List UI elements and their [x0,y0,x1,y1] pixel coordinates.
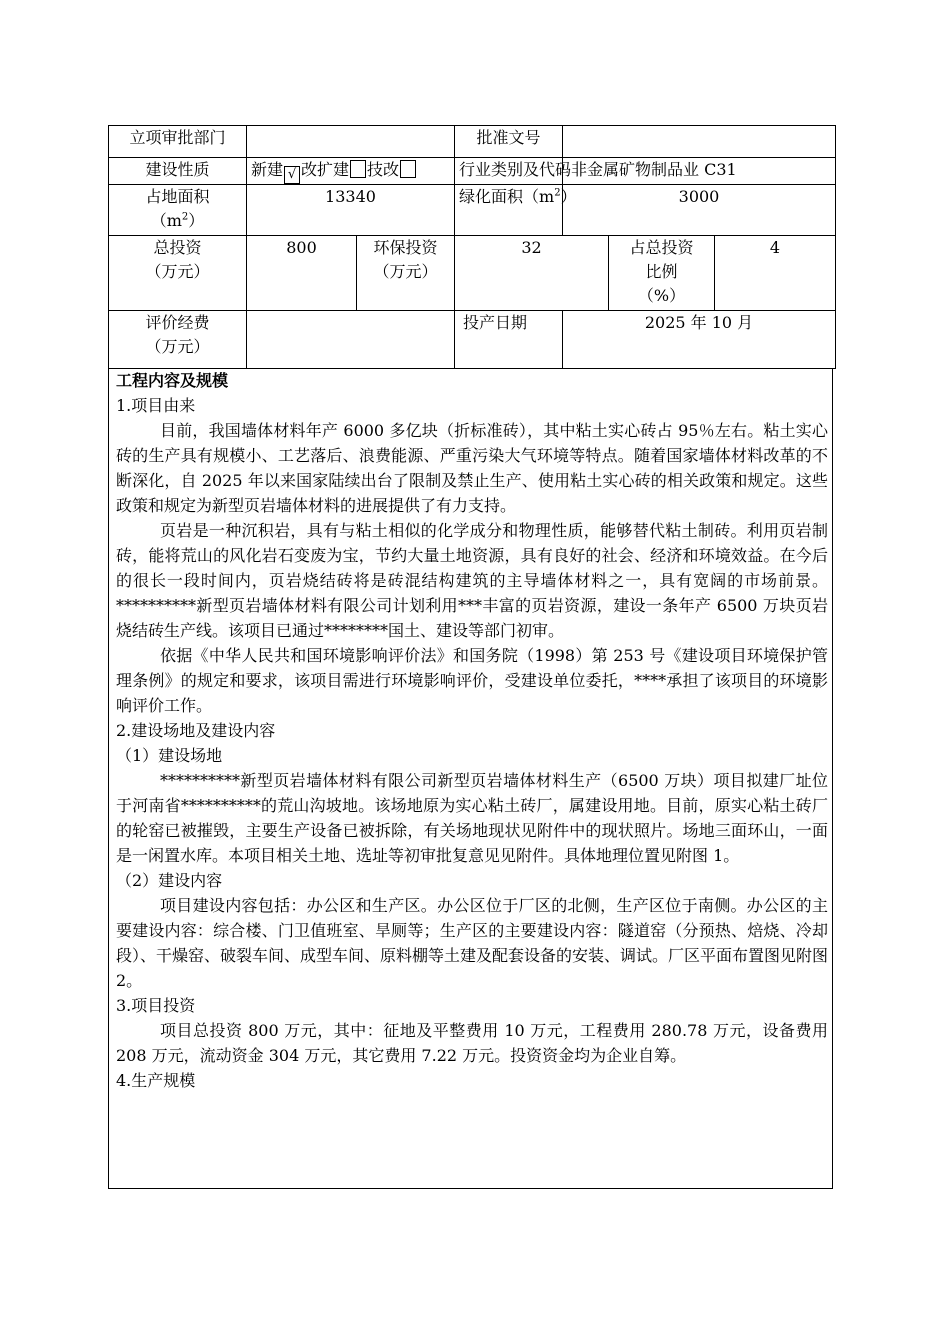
project-info-table [108,125,836,369]
total-investment-label [109,236,247,311]
env-investment-label-line2: （万元） [373,262,438,281]
industry-value: 非金属矿物制品业 C31 [563,158,836,185]
section-2-paragraph-1: **********新型页岩墙体材料有限公司新型页岩墙体材料生产（6500 万块）项目拟建厂址位于河南省**********的荒山沟坡地。该场地原为实心粘土砖厂，属建设用地。目前，原实心粘土砖厂的轮窑已被摧毁，主要生产设备已被拆除，有关场地现状见附件中的现状照片。场地三面环山，一面是一闲置水库。本项目相关土地、选址等初审批复意见见附件。具体地理位置见附图 1。 [116,771,828,865]
land-area-value: 13340 [247,185,455,236]
investment-ratio-label-line2: 比例 [645,262,678,281]
nature-tech-checkbox [400,160,416,178]
section-2-subtitle-2: （2）建设内容 [116,871,223,890]
table-row [109,126,836,158]
green-area-value: 3000 [563,185,836,236]
table-row [109,185,836,236]
industry-label: 行业类别及代码 [455,158,563,185]
table-row [109,236,836,311]
nature-tech-text: 技改 [367,160,400,179]
total-investment-value: 800 [247,236,357,311]
project-content-section [108,368,833,1189]
approval-no-value [563,126,836,158]
approval-no-label: 批准文号 [455,126,563,158]
eval-cost-label-line2: （万元） [145,337,210,356]
construction-nature-value [247,158,455,185]
nature-new-text: 新建 [251,160,284,179]
section-1-paragraph-2: 页岩是一种沉积岩，具有与粘土相似的化学成分和物理性质，能够替代粘土制砖。利用页岩制砖，能将荒山的风化岩石变废为宝，节约大量土地资源，具有良好的社会、经济和环境效益。在今后的很长一段时间内，页岩烧结砖将是砖混结构建筑的主导墙体材料之一，具有宽阔的市场前景。**********新型页岩墙体材料有限公司计划利用***丰富的页岩资源，建设一条年产 6500 万块页岩烧结砖生产线。该项目已通过********国土、建设等部门初审。 [116,521,828,640]
env-investment-label-line1: 环保投资 [373,238,438,257]
section-4-title: 4.生产规模 [116,1071,196,1090]
eval-cost-value [247,311,455,369]
eval-cost-label-line1: 评价经费 [145,313,210,332]
investment-ratio-label [609,236,715,311]
total-investment-label-line1: 总投资 [153,238,202,257]
table-row [109,158,836,185]
nature-expand-checkbox [350,160,366,178]
green-area-label: 绿化面积$(m^2)$ [455,185,563,236]
investment-ratio-label-line3: （%） [637,286,686,305]
investment-ratio-label-line1: 占总投资 [629,238,694,257]
section-3-title: 3.项目投资 [116,996,196,1015]
eval-cost-label [109,311,247,369]
land-area-label [109,185,247,236]
section-2-title: 2.建设场地及建设内容 [116,721,276,740]
production-date-label: 投产日期 [455,311,563,369]
land-area-label-line1: 占地面积 [145,187,210,206]
land-area-label-line2: $(m^2)$ [150,211,205,230]
approval-dept-label: 立项审批部门 [109,126,247,158]
section-3-paragraph-1: 项目总投资 800 万元，其中：征地及平整费用 10 万元，工程费用 280.78 万元，设备费用 208 万元，流动资金 304 万元，其它费用 7.22 万元。投资资金均为企业自筹。 [116,1021,828,1065]
section-1-title: 1.项目由来 [116,396,196,415]
approval-dept-value [247,126,455,158]
section-1-paragraph-1: 目前，我国墙体材料年产 6000 多亿块（折标准砖），其中粘土实心砖占 95％左右。粘土实心砖的生产具有规模小、工艺落后、浪费能源、严重污染大气环境等特点。随着国家墙体材料改革的不断深化，自 2025 年以来国家陆续出台了限制及禁止生产、使用粘土实心砖的相关政策和规定。这些政策和规定为新型页岩墙体材料的进展提供了有力支持。 [116,421,828,515]
nature-new-checkbox: √ [284,166,300,184]
section-heading: 工程内容及规模 [116,371,229,390]
section-2-subtitle-1: （1）建设场地 [116,746,223,765]
section-2-paragraph-2: 项目建设内容包括：办公区和生产区。办公区位于厂区的北侧，生产区位于南侧。办公区的主要建设内容：综合楼、门卫值班室、旱厕等；生产区的主要建设内容：隧道窑（分预热、焙烧、冷却段）、干燥窑、破裂车间、成型车间、原料棚等土建及配套设备的安装、调试。厂区平面布置图见附图 2。 [116,896,829,990]
env-investment-label [357,236,455,311]
section-1-paragraph-3: 依据《中华人民共和国环境影响评价法》和国务院（1998）第 253 号《建设项目环境保护管理条例》的规定和要求，该项目需进行环境影响评价，受建设单位委托，****承担了该项目的环境影响评价工作。 [116,646,828,715]
nature-expand-text: 改扩建 [301,160,350,179]
production-date-value: 2025 年 10 月 [563,311,836,369]
investment-ratio-value: 4 [715,236,836,311]
env-investment-value: 32 [455,236,609,311]
table-row [109,311,836,369]
construction-nature-label: 建设性质 [109,158,247,185]
total-investment-label-line2: （万元） [145,262,210,281]
